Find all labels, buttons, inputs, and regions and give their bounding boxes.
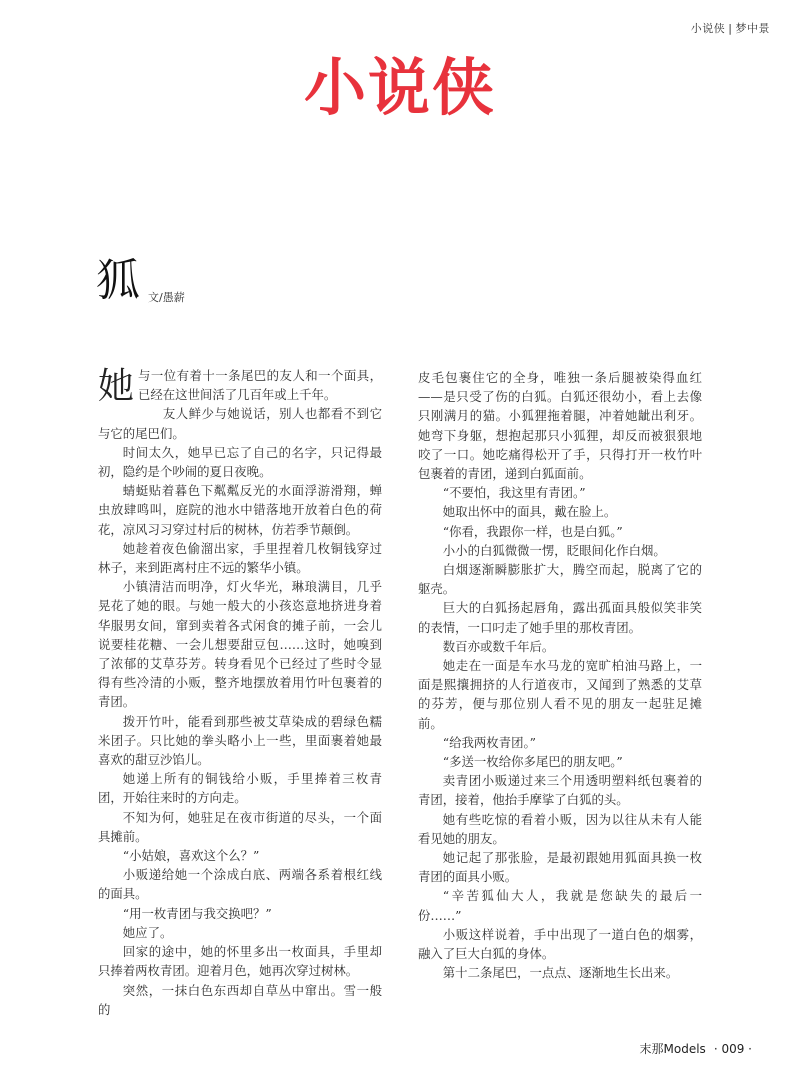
paragraph: “辛苦狐仙大人，我就是您缺失的最后一份……” bbox=[418, 888, 702, 923]
page-footer bbox=[640, 1040, 752, 1057]
continued-paragraph: 皮毛包裹住它的全身，唯独一条后腿被染得血红——是只受了伤的白狐。白狐还很幼小，看上去像只刚满月的猫。小狐狸拖着腿，冲着她龇出利牙。她弯下身躯，想抱起那只小狐狸，却反而被狠狠地咬了一口。她吃痛得松开了手，只得打开一枚竹叶包裹着的青团，递到白狐面前。 bbox=[418, 370, 702, 482]
header-section-name: 梦中景 bbox=[735, 22, 770, 35]
paragraph: 小镇清洁而明净，灯火华光，琳琅满目，几乎晃花了她的眼。与她一般大的小孩恣意地挤进身着华服男女间，窜到卖着各式闲食的摊子前，一会儿说要桂花糖、一会儿想要甜豆包……这时，她嗅到了浓郁的艾草芬芳。转身看见个已经过了些时令显得有些冷清的小贩，整齐地摆放着用竹叶包裹着的青团。 bbox=[98, 579, 382, 710]
paragraph: 小贩递给她一个涂成白底、两端各系着根红线的面具。 bbox=[98, 867, 382, 902]
left-text-column bbox=[98, 366, 382, 1019]
paragraph: 她有些吃惊的看着小贩，因为以往从未有人能看见她的朋友。 bbox=[418, 811, 702, 846]
header-magazine-name: 小说侠 bbox=[690, 22, 726, 35]
opening-text: 与一位有着十一条尾巴的友人和一个面具，已经在这世间活了几百年或上千年。 bbox=[138, 368, 382, 403]
paragraph: 白烟逐渐瞬膨胀扩大，腾空而起，脱离了它的躯壳。 bbox=[418, 562, 702, 597]
running-header bbox=[691, 20, 770, 36]
paragraph: 蜻蜓贴着暮色下粼粼反光的水面浮游滑翔，蝉虫放肆鸣叫，庭院的池水中错落地开放着白色的荷花，凉风习习穿过村后的树林，仿若季节颠倒。 bbox=[98, 483, 382, 537]
paragraph: 拨开竹叶，能看到那些被艾草染成的碧绿色糯米团子。只比她的拳头略小上一些，里面裹着她最喜欢的甜豆沙馅儿。 bbox=[98, 713, 382, 768]
paragraph: “不要怕，我这里有青团。” bbox=[442, 485, 586, 501]
paragraph: 巨大的白狐扬起唇角，露出孤面具般似笑非笑的表情，一口叼走了她手里的那枚青团。 bbox=[418, 600, 702, 635]
footer-magazine-name: 末那Models bbox=[639, 1042, 706, 1056]
paragraph: “小姑娘，喜欢这个么？” bbox=[122, 848, 260, 864]
paragraph: “你看，我跟你一样，也是白狐。” bbox=[442, 523, 623, 539]
paragraph: 她应了。 bbox=[122, 924, 173, 940]
paragraph: 回家的途中，她的怀里多出一枚面具，手里却只捧着两枚青团。迎着月色，她再次穿过树林。 bbox=[98, 944, 382, 979]
header-separator: | bbox=[728, 22, 733, 35]
paragraph: 她走在一面是车水马龙的宽旷柏油马路上，一面是熙攘拥挤的人行道夜市，又闻到了熟悉的艾草的芬芳，便与那位别人看不见的朋友一起驻足摊前。 bbox=[418, 658, 702, 731]
paragraph: “用一枚青团与我交换吧？” bbox=[122, 905, 272, 921]
paragraph: 她递上所有的铜钱给小贩，手里捧着三枚青团，开始往来时的方向走。 bbox=[98, 771, 382, 806]
paragraph: 她记起了那张脸，是最初跟她用狐面具换一枚青团的面具小贩。 bbox=[418, 850, 702, 885]
paragraph: 突然，一抹白色东西却自草丛中窜出。雪一般的 bbox=[98, 982, 382, 1017]
paragraph: 数百亦或数千年后。 bbox=[442, 638, 555, 654]
paragraph: 友人鲜少与她说话，别人也都看不到它与它的尾巴们。 bbox=[98, 406, 382, 441]
paragraph: “给我两枚青团。” bbox=[442, 734, 537, 750]
magazine-logo: 小说侠 bbox=[303, 51, 496, 124]
drop-cap: 她 bbox=[98, 366, 135, 407]
paragraph: 小贩这样说着，手中出现了一道白色的烟雾，融入了巨大白狐的身体。 bbox=[418, 926, 702, 962]
paragraph: 第十二条尾巴，一点点、逐渐地生长出来。 bbox=[442, 965, 679, 981]
paragraph: “多送一枚给你多尾巴的朋友吧。” bbox=[442, 754, 623, 770]
paragraph: 卖青团小贩递过来三个用透明塑料纸包裹着的青团，接着，他抬手摩挲了白狐的头。 bbox=[418, 773, 702, 808]
paragraph: 她取出怀中的面具，戴在脸上。 bbox=[442, 504, 617, 520]
story-byline: 文/愚薪 bbox=[148, 291, 185, 304]
paragraph: 不知为何，她驻足在夜市街道的尽头，一个面具摊前。 bbox=[98, 809, 382, 844]
opening-paragraph bbox=[98, 366, 382, 407]
paragraph: 她趁着夜色偷溜出家，手里捏着几枚铜钱穿过林子，来到距离村庄不远的繁华小镇。 bbox=[98, 540, 382, 576]
story-title: 狐 bbox=[96, 255, 140, 306]
paragraph: 小小的白狐微微一愣，眨眼间化作白烟。 bbox=[442, 542, 666, 558]
page-number: · 009 · bbox=[713, 1042, 752, 1056]
right-text-column bbox=[418, 368, 702, 983]
paragraph: 时间太久，她早已忘了自己的名字，只记得最初，隐约是个吵闹的夏日夜晚。 bbox=[98, 444, 382, 480]
